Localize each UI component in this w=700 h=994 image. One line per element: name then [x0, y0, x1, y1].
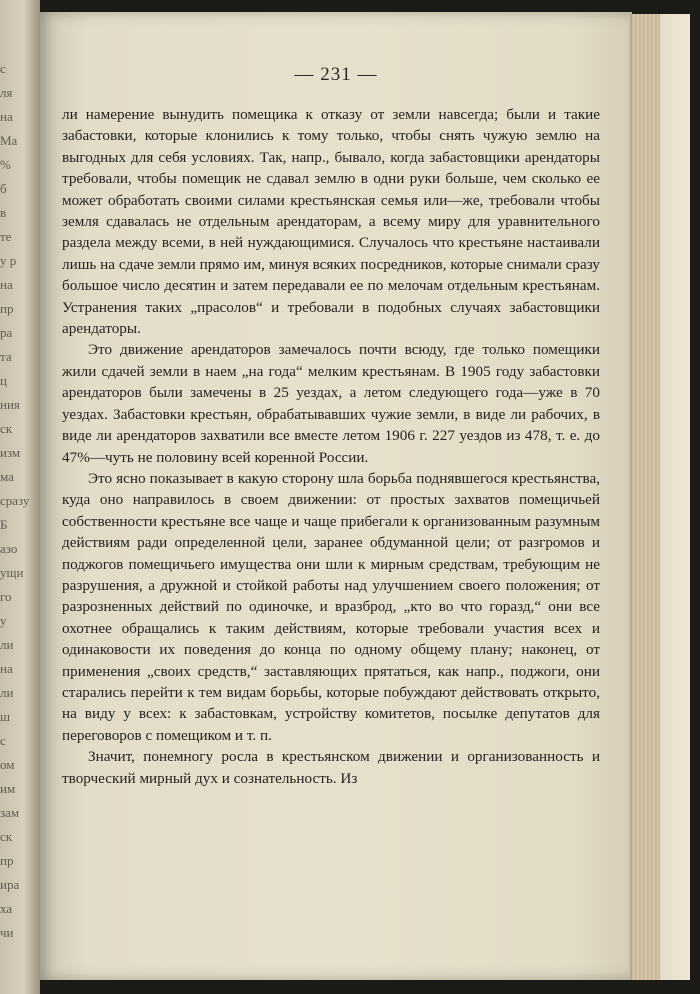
facing-page-fragment: го: [0, 589, 12, 604]
paragraph-continued: ли намерение вынудить помещика к отказу от земли навсегда; были и такие забастовки, которые клонились к тому только, чтобы снять чужую землю на выгодных для себя условиях. Так, напр., бывало, когда забастовщики арендаторы требовали, чтобы помещик не сдавал землю в одни руки больше, чем сколько ее может обработать своими силами крестьянская семья или—же, требовали чтобы земля сдавалась не отдельным арендаторам, а всему миру для уравнительного раздела между всеми, в ней нуждающимися. Случалось что крестьяне настаивали лишь на сдаче земли прямо им, минуя всяких посредников, которые снимали сразу большое число десятин и затем передавали ее по мелочам отдельным крестьянам. Устранения таких „прасолов“ и требовали в подобных случаях забастовщики арендаторы.: [62, 106, 600, 338]
facing-page-fragment: зам: [0, 805, 20, 820]
page-edges-light: [660, 14, 690, 980]
book-page: [40, 12, 632, 980]
page-number: — 231 —: [294, 64, 378, 85]
page-body-text: [62, 104, 600, 789]
facing-page-fragment: ния: [0, 397, 20, 412]
facing-page-fragment: в: [0, 205, 7, 220]
facing-page-edge: [0, 0, 40, 994]
facing-page-fragment: с: [0, 733, 6, 748]
facing-page-fragment: ск: [0, 829, 13, 844]
facing-page-fragment: на: [0, 661, 13, 676]
facing-page-fragment: ом: [0, 757, 15, 772]
facing-page-fragment: б: [0, 181, 7, 196]
facing-page-fragment: азо: [0, 541, 18, 556]
facing-page-fragment: сразу: [0, 493, 30, 508]
facing-page-fragment: ира: [0, 877, 20, 892]
facing-page-fragment: у р: [0, 253, 17, 268]
facing-page-fragment: им: [0, 781, 16, 796]
facing-page-fragment: ра: [0, 325, 13, 340]
facing-page-fragment: та: [0, 349, 12, 364]
facing-page-fragment: ли: [0, 637, 14, 652]
facing-page-fragment: ха: [0, 901, 13, 916]
facing-page-fragment: ля: [0, 85, 13, 100]
facing-page-fragment: у: [0, 613, 7, 628]
facing-page-fragment: изм: [0, 445, 21, 460]
facing-page-fragment: %: [0, 157, 11, 172]
facing-page-fragment: Б: [0, 517, 8, 532]
facing-page-fragment: ма: [0, 469, 14, 484]
facing-page-fragment: пр: [0, 301, 14, 316]
facing-page-fragment: пр: [0, 853, 14, 868]
paragraph: Значит, понемногу росла в крестьянском движении и организованность и творческий мирный дух и сознательность. Из: [62, 748, 600, 787]
paragraph: Это движение арендаторов замечалось почти всюду, где только помещики жили сдачей земли в наем „на года“ мелким крестьянам. В 1905 году забастовки арендаторов были замечены в 25 уездах, а летом следующего года—уже в 70 уездах. Забастовки крестьян, обрабатывавших чужие земли, в виде ли рабочих, в виде ли арендаторов захватили все вместе летом 1906 г. 227 уездов из 478, т. е. до 47%—чуть не половину всей коренной России.: [62, 341, 600, 466]
facing-page-fragment: ск: [0, 421, 13, 436]
facing-page-fragment: ли: [0, 685, 14, 700]
facing-page-fragment: на: [0, 277, 13, 292]
facing-page-fragment: на: [0, 109, 13, 124]
facing-page-fragment: ц: [0, 373, 7, 388]
paragraph: Это ясно показывает в какую сторону шла борьба поднявшегося крестьянства, куда оно направилось в своем движении: от простых захватов помещичьей собственности крестьяне все чаще и чаще прибегали к организованным разумным действиям ради определенной цели, заранее обдуманной цели; от разгромов и поджогов помещичьего имущества они шли к мирным средствам, требующим не разрушения, а дружной и стойкой работы над улучшением своего положения; от разрозненных действий по одиночке, и вразброд, „кто во что горазд,“ они все охотнее обращались к таким действиям, которые требовали участия всех и одинаковости их поведения до конца по одному общему плану; наконец, от применения „своих средств,“ заставляющих прятаться, как напр., поджоги, они старались перейти к тем видам борьбы, которые побуждают действовать открыто, на виду у всех: к забастовкам, устройству комитетов, посылке депутатов для переговоров с помещиком и т. п.: [62, 469, 600, 744]
facing-page-fragment: те: [0, 229, 12, 244]
facing-page-fragment: Ма: [0, 133, 18, 148]
facing-page-fragment: чи: [0, 925, 14, 940]
facing-page-fragment: ш: [0, 709, 11, 724]
facing-page-fragment: с: [0, 61, 6, 76]
facing-page-fragment: ущи: [0, 565, 24, 580]
